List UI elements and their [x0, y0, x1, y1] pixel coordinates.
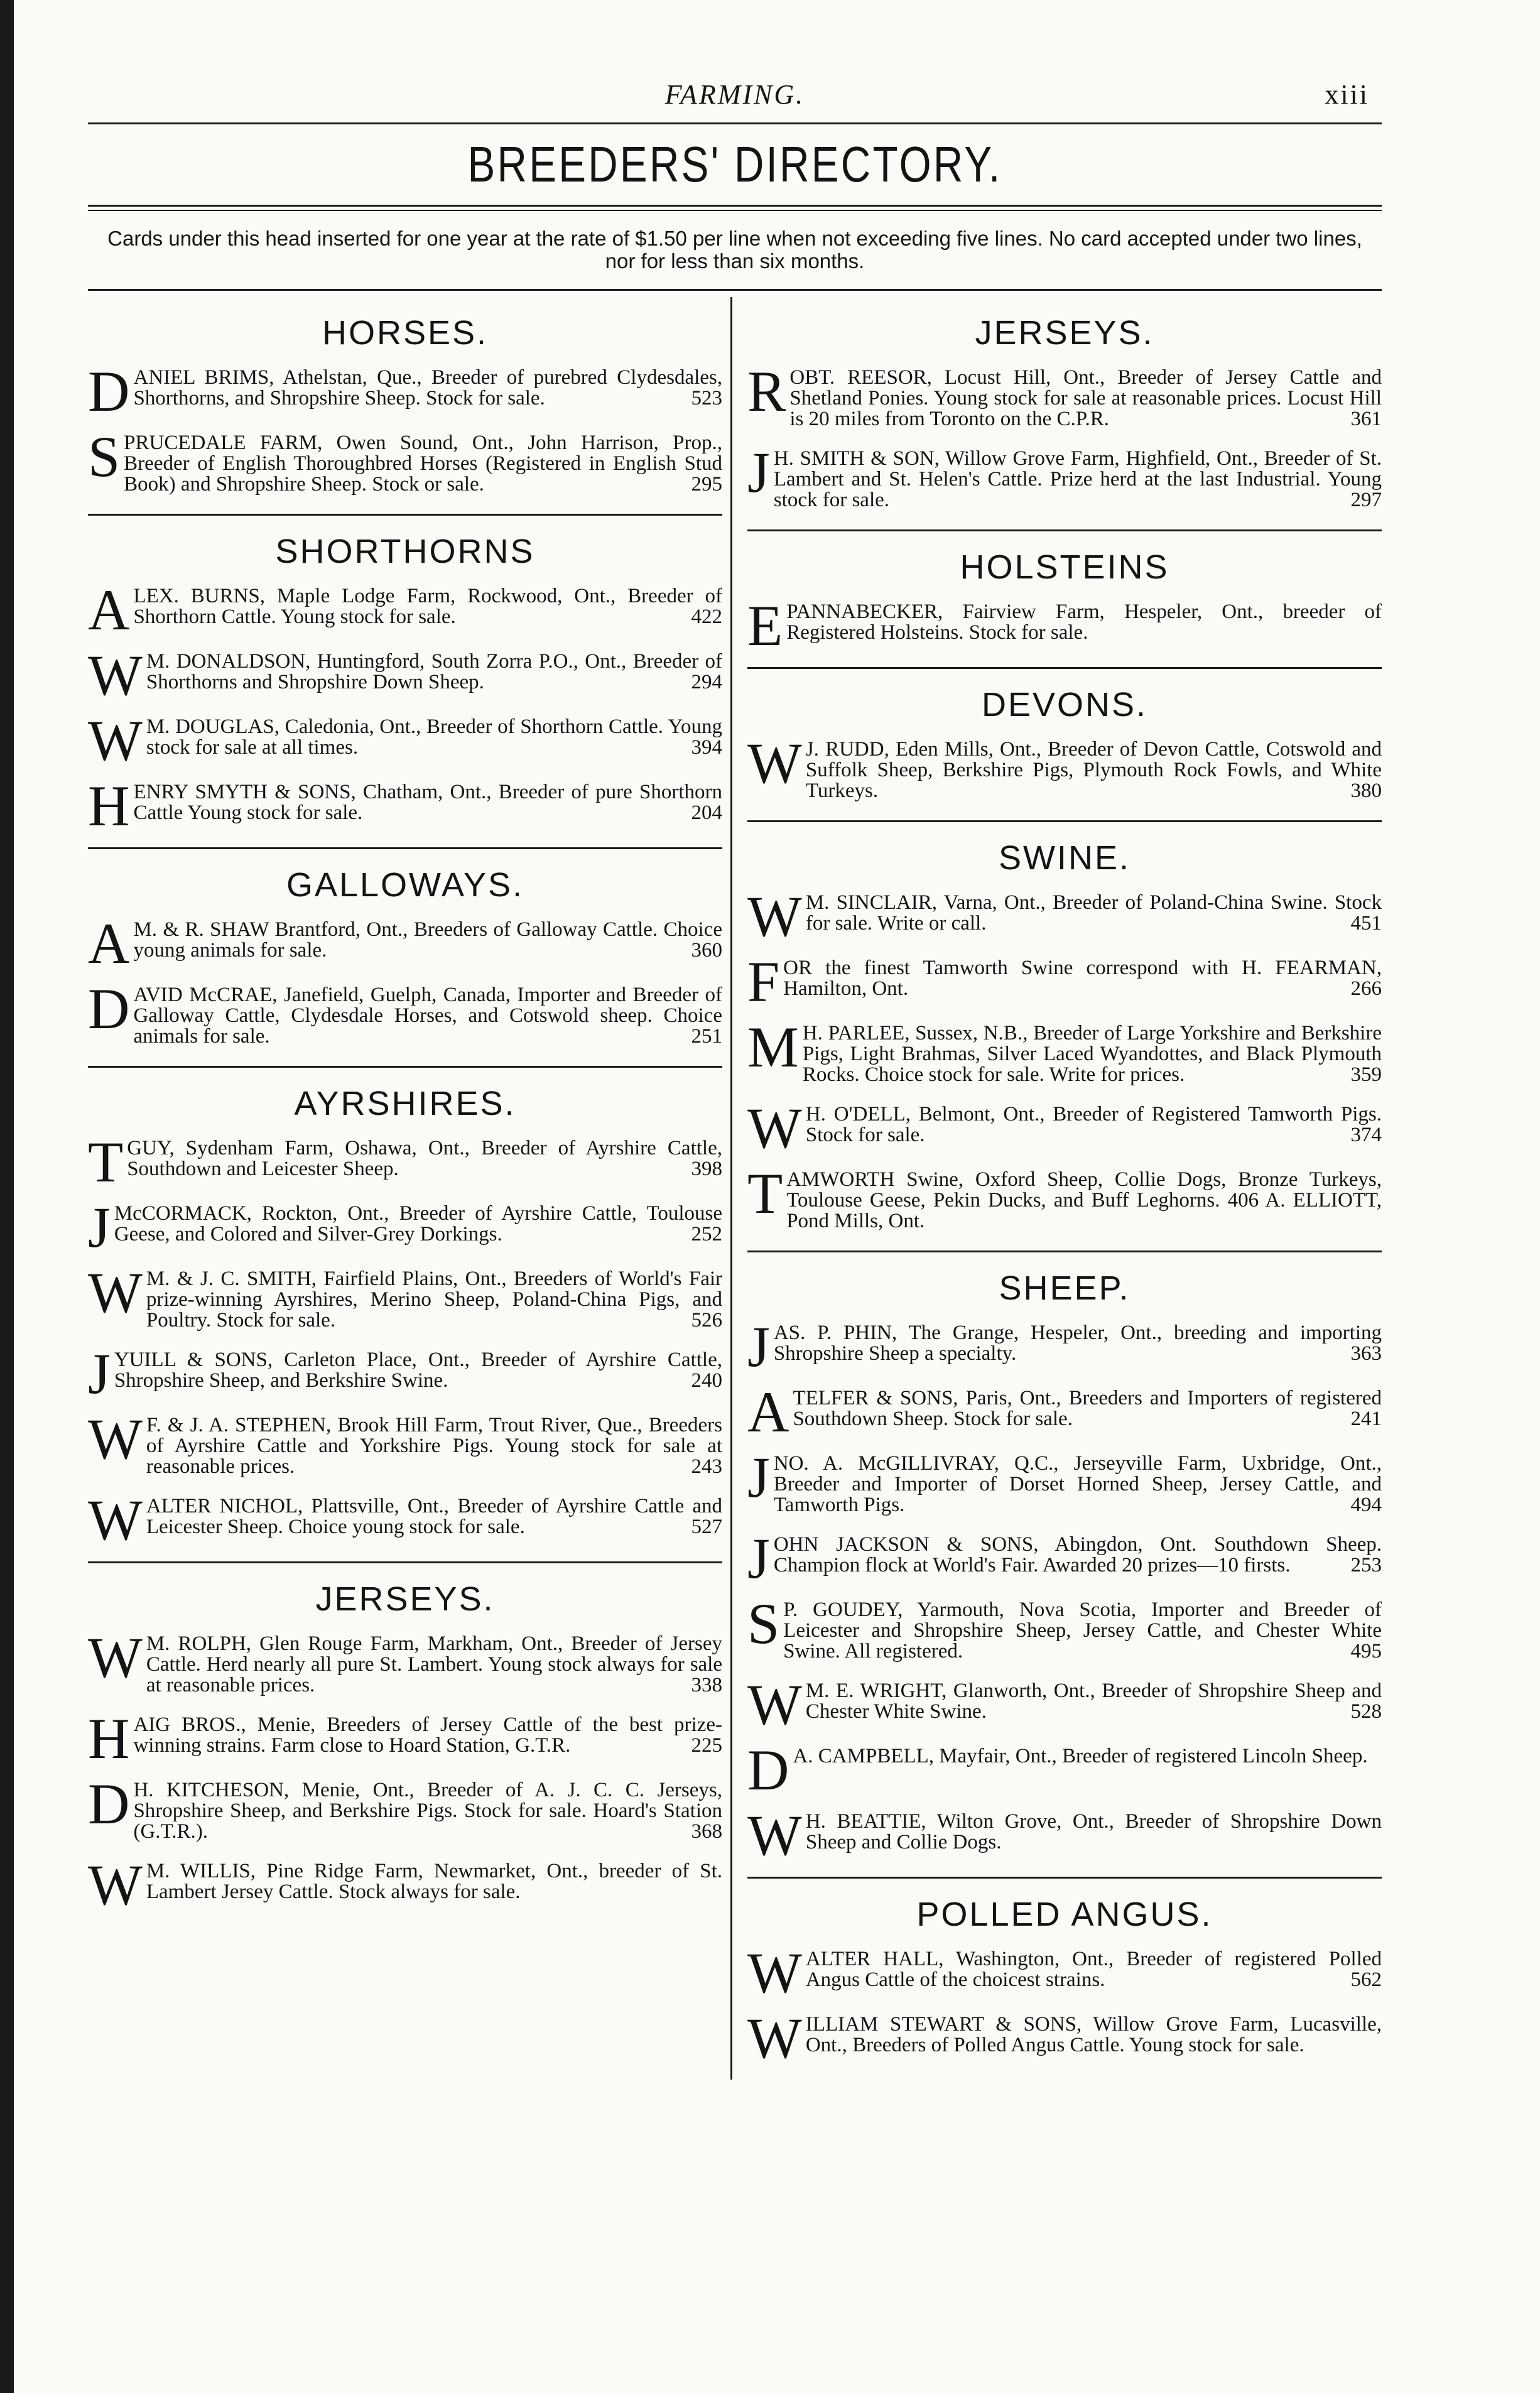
section-rule	[747, 1251, 1382, 1252]
entry-text: J. RUDD, Eden Mills, Ont., Breeder of Devon Cattle, Cotswold and Suffolk Sheep, Berkshire Pigs, Plymouth Rock Fowls, and White Turkeys.	[805, 738, 1382, 802]
drop-cap: W	[747, 2006, 802, 2070]
drop-cap: W	[747, 884, 802, 948]
entry-text: AVID McCRAE, Janefield, Guelph, Canada, Importer and Breeder of Galloway Cattle, Clydesdale Horses, and Cotswold sheep. Choice animals for sale.	[133, 984, 722, 1048]
entry-number: 398	[691, 1158, 722, 1180]
entry-text: H. O'DELL, Belmont, Ont., Breeder of Registered Tamworth Pigs. Stock for sale.	[805, 1103, 1382, 1146]
entry-number: 253	[1350, 1554, 1382, 1576]
drop-cap: J	[88, 1342, 111, 1406]
drop-cap: A	[88, 911, 130, 975]
listing-entry	[88, 1407, 722, 1478]
drop-cap: W	[88, 1488, 143, 1552]
drop-cap: W	[747, 1673, 802, 1737]
listing-entry	[88, 1130, 722, 1194]
listing-entry	[747, 1445, 1382, 1516]
section-rule	[88, 847, 722, 849]
entry-text: M. ROLPH, Glen Rouge Farm, Markham, Ont., Breeder of Jersey Cattle. Herd nearly all pure St. Lambert. Young stock always for sale at reasonable prices.	[146, 1632, 722, 1696]
section-heading-ayrshires: AYRSHIRES.	[294, 1085, 516, 1122]
drop-cap: D	[88, 1772, 130, 1836]
listing-entry	[88, 1707, 722, 1771]
entry-text: M. & R. SHAW Brantford, Ont., Breeders of Galloway Cattle. Choice young animals for sale.	[133, 918, 722, 962]
listing-entry	[747, 1803, 1382, 1867]
entry-number: 495	[1350, 1640, 1382, 1663]
drop-cap: W	[88, 708, 143, 773]
drop-cap: E	[747, 594, 783, 658]
listing-entry	[88, 425, 722, 496]
header-rule	[88, 122, 1382, 124]
drop-cap: R	[747, 359, 786, 423]
listing-entry	[747, 1941, 1382, 2005]
entry-number: 562	[1350, 1968, 1382, 1991]
entry-text: AS. P. PHIN, The Grange, Hespeler, Ont., breeding and importing Shropshire Sheep a specialty.	[773, 1321, 1382, 1365]
entry-number: 394	[691, 736, 722, 759]
entry-number: 338	[691, 1674, 722, 1696]
entry-number: 204	[691, 801, 722, 824]
section-heading-horses: HORSES.	[322, 314, 489, 352]
entry-number: 243	[691, 1455, 722, 1478]
listing-entry	[747, 359, 1382, 430]
drop-cap: W	[88, 1261, 143, 1325]
drop-cap: J	[88, 1195, 111, 1259]
listing-entry	[747, 1673, 1382, 1737]
entry-number: 241	[1350, 1408, 1382, 1430]
entry-number: 251	[691, 1025, 722, 1048]
listing-entry	[747, 2006, 1382, 2070]
entry-text: M. DONALDSON, Huntingford, South Zorra P.O., Ont., Breeder of Shorthorns and Shropshire Down Sheep.	[146, 650, 722, 693]
entry-text: M. DOUGLAS, Caledonia, Ont., Breeder of Shorthorn Cattle. Young stock for sale at all times.	[146, 715, 722, 759]
entry-number: 252	[691, 1223, 722, 1245]
listing-entry	[88, 1261, 722, 1332]
page-number: xiii	[1325, 79, 1369, 110]
entry-number: 297	[1350, 489, 1382, 511]
listing-entry	[88, 1772, 722, 1843]
entry-text: F. & J. A. STEPHEN, Brook Hill Farm, Trout River, Que., Breeders of Ayrshire Cattle and Yorkshire Pigs. Young stock for sale at reasonable prices.	[146, 1414, 722, 1478]
entry-text: H. BEATTIE, Wilton Grove, Ont., Breeder of Shropshire Down Sheep and Collie Dogs.	[805, 1810, 1382, 1853]
listing-entry	[88, 578, 722, 642]
running-title: FARMING.	[664, 79, 805, 110]
entry-number: 359	[1350, 1063, 1382, 1086]
left-column	[88, 297, 722, 2080]
entry-text: ALTER HALL, Washington, Ont., Breeder of registered Polled Angus Cattle of the choicest strains.	[805, 1948, 1382, 1991]
entry-number: 294	[691, 671, 722, 693]
entry-text: ENRY SMYTH & SONS, Chatham, Ont., Breeder of pure Shorthorn Cattle Young stock for sale.	[133, 781, 722, 824]
entry-number: 380	[1350, 779, 1382, 802]
drop-cap: S	[747, 1592, 780, 1656]
entry-number: 451	[1350, 912, 1382, 935]
listing-entry	[747, 950, 1382, 1014]
listing-entry	[88, 1342, 722, 1406]
drop-cap: F	[747, 950, 780, 1014]
drop-cap: W	[88, 1625, 143, 1690]
listing-entry	[88, 708, 722, 773]
drop-cap: W	[88, 1853, 143, 1917]
section-rule	[747, 820, 1382, 822]
entry-text: GUY, Sydenham Farm, Oshawa, Ont., Breeder of Ayrshire Cattle, Southdown and Leicester Sheep.	[127, 1137, 722, 1180]
listing-entry	[747, 1315, 1382, 1379]
rates-notice: Cards under this head inserted for one year at the rate of $1.50 per line when not exceeding five lines. No card accepted under two lines, nor for less than six months.	[107, 227, 1362, 273]
drop-cap: A	[88, 578, 130, 642]
drop-cap: J	[747, 1526, 770, 1590]
entry-text: M. E. WRIGHT, Glanworth, Ont., Breeder of Shropshire Sheep and Chester White Swine.	[805, 1679, 1382, 1723]
entry-text: H. KITCHESON, Menie, Ont., Breeder of A. J. C. C. Jerseys, Shropshire Sheep, and Berkshire Pigs. Stock for sale. Hoard's Station (G.T.R.).	[133, 1779, 722, 1843]
drop-cap: W	[88, 643, 143, 707]
section-heading-devons: DEVONS.	[981, 686, 1148, 724]
drop-cap: T	[88, 1130, 124, 1194]
drop-cap: D	[88, 359, 130, 423]
entry-number: 363	[1350, 1342, 1382, 1365]
drop-cap: W	[747, 1096, 802, 1160]
running-head	[88, 79, 1382, 122]
entry-text: OHN JACKSON & SONS, Abingdon, Ont. Southdown Sheep. Champion flock at World's Fair. Awarded 20 prizes—10 firsts.	[773, 1533, 1382, 1576]
entry-text: M. SINCLAIR, Varna, Ont., Breeder of Poland-China Swine. Stock for sale. Write or call.	[805, 891, 1382, 935]
drop-cap: J	[747, 440, 770, 504]
drop-cap: J	[747, 1315, 770, 1379]
section-rule	[747, 1877, 1382, 1879]
page	[88, 79, 1382, 2080]
section-rule	[88, 1066, 722, 1068]
entry-text: LEX. BURNS, Maple Lodge Farm, Rockwood, Ont., Breeder of Shorthorn Cattle. Young stock for sale.	[133, 585, 722, 628]
notice-rule	[88, 289, 1382, 291]
listing-entry	[747, 731, 1382, 802]
drop-cap: S	[88, 425, 121, 489]
drop-cap: W	[88, 1407, 143, 1471]
page-title: BREEDERS' DIRECTORY.	[467, 136, 1002, 192]
section-heading-sheep: SHEEP.	[999, 1269, 1131, 1307]
drop-cap: H	[88, 1707, 130, 1771]
entry-text: AIG BROS., Menie, Breeders of Jersey Cattle of the best prize-winning strains. Farm close to Hoard Station, G.T.R.	[133, 1713, 722, 1757]
drop-cap: J	[747, 1445, 770, 1509]
listing-entry	[747, 1526, 1382, 1590]
entry-text: McCORMACK, Rockton, Ont., Breeder of Ayrshire Cattle, Toulouse Geese, and Colored and Silver-Grey Dorkings.	[114, 1202, 722, 1245]
entry-number: 494	[1350, 1494, 1382, 1516]
entry-text: NO. A. McGILLIVRAY, Q.C., Jerseyville Farm, Uxbridge, Ont., Breeder and Importer of Dorset Horned Sheep, Jersey Cattle, and Tamworth Pigs.	[773, 1452, 1382, 1516]
right-column	[747, 297, 1382, 2080]
entry-text: M. & J. C. SMITH, Fairfield Plains, Ont., Breeders of World's Fair prize-winning Ayrshires, Merino Sheep, Poland-China Pigs, and Poultry. Stock for sale.	[146, 1267, 722, 1332]
entry-text: M. WILLIS, Pine Ridge Farm, Newmarket, Ont., breeder of St. Lambert Jersey Cattle. Stock always for sale.	[146, 1860, 722, 1903]
section-heading-galloways: GALLOWAYS.	[286, 866, 524, 904]
listing-entry	[88, 359, 722, 423]
drop-cap: D	[747, 1738, 789, 1802]
drop-cap: H	[88, 774, 130, 838]
section-heading-jerseys-left: JERSEYS.	[315, 1580, 495, 1618]
entry-text: ANIEL BRIMS, Athelstan, Que., Breeder of purebred Clydesdales, Shorthorns, and Shropshire Sheep. Stock for sale.	[133, 366, 722, 410]
drop-cap: D	[88, 977, 130, 1041]
listing-entry	[747, 1380, 1382, 1444]
drop-cap: A	[747, 1380, 789, 1444]
listing-entry	[747, 594, 1382, 658]
entry-text: AMWORTH Swine, Oxford Sheep, Collie Dogs, Bronze Turkeys, Toulouse Geese, Pekin Ducks, and Buff Leghorns. 406 A. ELLIOTT, Pond Mills, Ont.	[786, 1168, 1382, 1232]
entry-number: 527	[691, 1516, 722, 1538]
section-heading-shorthorns: SHORTHORNS	[275, 533, 535, 570]
entry-number: 523	[691, 387, 722, 410]
entry-number: 361	[1350, 408, 1382, 430]
column-divider	[730, 297, 732, 2080]
drop-cap: W	[747, 1941, 802, 2005]
listing-entry	[747, 1015, 1382, 1086]
directory-columns	[88, 297, 1382, 2080]
listing-entry	[747, 1161, 1382, 1232]
listing-entry	[88, 1195, 722, 1259]
entry-text: P. GOUDEY, Yarmouth, Nova Scotia, Importer and Breeder of Leicester and Shropshire Sheep, Jersey Cattle, and Chester White Swine. All registered.	[783, 1598, 1382, 1663]
drop-cap: W	[747, 731, 802, 795]
entry-text: H. SMITH & SON, Willow Grove Farm, Highfield, Ont., Breeder of St. Lambert and St. Helen's Cattle. Prize herd at the last Industrial. Young stock for sale.	[773, 447, 1382, 511]
section-rule	[747, 667, 1382, 669]
entry-text: PRUCEDALE FARM, Owen Sound, Ont., John Harrison, Prop., Breeder of English Thoroughbred Horses (Registered in English Stud Book) and Shropshire Sheep. Stock or sale.	[124, 431, 722, 496]
listing-entry	[88, 911, 722, 975]
listing-entry	[747, 1738, 1382, 1802]
listing-entry	[88, 977, 722, 1048]
entry-number: 526	[691, 1309, 722, 1332]
entry-number: 422	[691, 605, 722, 628]
drop-cap: T	[747, 1161, 783, 1225]
listing-entry	[88, 1853, 722, 1917]
entry-text: OBT. REESOR, Locust Hill, Ont., Breeder of Jersey Cattle and Shetland Ponies. Young stock for sale at reasonable prices. Locust Hill is 20 miles from Toronto on the C.P.R.	[789, 366, 1382, 430]
listing-entry	[88, 1488, 722, 1552]
entry-number: 368	[691, 1820, 722, 1843]
section-heading-jerseys-right: JERSEYS.	[975, 314, 1154, 352]
listing-entry	[747, 884, 1382, 948]
listing-entry	[747, 1096, 1382, 1160]
entry-number: 528	[1350, 1700, 1382, 1723]
section-heading-holsteins: HOLSTEINS	[960, 548, 1169, 586]
section-rule	[88, 1561, 722, 1563]
entry-text: TELFER & SONS, Paris, Ont., Breeders and Importers of registered Southdown Sheep. Stock for sale.	[793, 1387, 1382, 1430]
entry-text: ALTER NICHOL, Plattsville, Ont., Breeder of Ayrshire Cattle and Leicester Sheep. Choice young stock for sale.	[146, 1495, 722, 1538]
listing-entry	[88, 643, 722, 707]
entry-number: 225	[691, 1734, 722, 1757]
entry-number: 360	[691, 939, 722, 962]
listing-entry	[747, 1592, 1382, 1663]
listing-entry	[88, 1625, 722, 1696]
listing-entry	[88, 774, 722, 838]
entry-number: 240	[691, 1369, 722, 1392]
entry-text: A. CAMPBELL, Mayfair, Ont., Breeder of registered Lincoln Sheep.	[793, 1745, 1368, 1767]
entry-text: YUILL & SONS, Carleton Place, Ont., Breeder of Ayrshire Cattle, Shropshire Sheep, and Berkshire Swine.	[114, 1348, 722, 1392]
section-heading-polled-angus: POLLED ANGUS.	[916, 1896, 1213, 1933]
section-rule	[88, 514, 722, 516]
entry-number: 295	[691, 473, 722, 496]
entry-text: OR the finest Tamworth Swine correspond with H. FEARMAN, Hamilton, Ont.	[783, 957, 1382, 1000]
scan-edge	[0, 0, 14, 2393]
drop-cap: W	[747, 1803, 802, 1867]
entry-number: 266	[1350, 977, 1382, 1000]
title-rule	[88, 205, 1382, 211]
drop-cap: M	[747, 1015, 799, 1079]
section-rule	[747, 529, 1382, 531]
listing-entry	[747, 440, 1382, 511]
entry-text: H. PARLEE, Sussex, N.B., Breeder of Large Yorkshire and Berkshire Pigs, Light Brahmas, Silver Laced Wyandottes, and Black Plymouth Rocks. Choice stock for sale. Write for prices.	[802, 1022, 1382, 1086]
section-heading-swine: SWINE.	[998, 839, 1131, 877]
entry-text: ILLIAM STEWART & SONS, Willow Grove Farm, Lucasville, Ont., Breeders of Polled Angus Cattle. Young stock for sale.	[805, 2013, 1382, 2056]
entry-number: 374	[1350, 1124, 1382, 1146]
entry-text: PANNABECKER, Fairview Farm, Hespeler, Ont., breeder of Registered Holsteins. Stock for sale.	[786, 600, 1382, 644]
